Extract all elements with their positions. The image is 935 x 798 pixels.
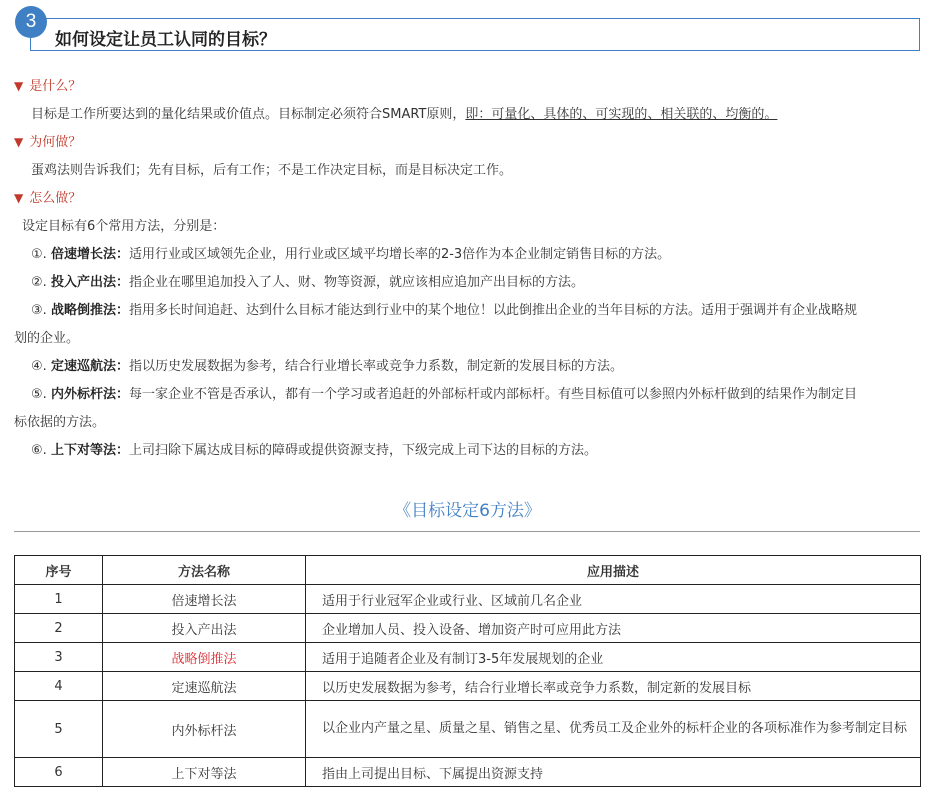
method-item: ③. 战略倒推法：指用多长时间追赶、达到什么目标才能达到行业中的某个地位！以此倒推出企业的当年目标的方法。适用于强调并有企业战略规 [31, 303, 857, 318]
method-item: ⑤. 内外标杆法：每一家企业不管是否承认，都有一个学习或者追赶的外部标杆或内部标杆。有些目标值可以参照内外标杆做到的结果作为制定目 [31, 387, 857, 402]
column-header: 方法名称 [103, 556, 306, 585]
table-header-row [15, 556, 921, 585]
row-number: 6 [15, 758, 103, 787]
column-header: 应用描述 [306, 556, 921, 585]
method-item: ④. 定速巡航法：指以历史发展数据为参考，结合行业增长率或竞争力系数，制定新的发展目标的方法。 [31, 359, 623, 374]
method-item-continued: 划的企业。 [14, 331, 80, 346]
method-item-continued: 标依据的方法。 [14, 415, 106, 430]
why-text: 蛋鸡法则告诉我们；先有目标，后有工作；不是工作决定目标，而是目标决定工作。 [31, 163, 513, 178]
method-description: 以历史发展数据为参考，结合行业增长率或竞争力系数，制定新的发展目标 [306, 672, 921, 701]
method-name: 上下对等法 [103, 758, 306, 787]
triangle-down-icon: ▼ [14, 79, 24, 93]
section-heading-what: ▼ 是什么？ [14, 79, 82, 94]
divider [14, 531, 920, 532]
row-number: 3 [15, 643, 103, 672]
method-name: 投入产出法 [103, 614, 306, 643]
table-row [15, 672, 921, 701]
section-number-badge: 3 [15, 6, 47, 38]
table-row [15, 643, 921, 672]
table-row [15, 614, 921, 643]
what-text: 目标是工作所要达到的量化结果或价值点。目标制定必须符合SMART原则，即：可量化、具体的、可实现的、相关联的、均衡的。 [31, 107, 778, 122]
triangle-down-icon: ▼ [14, 191, 24, 205]
method-name: 倍速增长法 [103, 585, 306, 614]
section-heading-how: ▼ 怎么做？ [14, 191, 82, 206]
method-item: ②. 投入产出法：指企业在哪里追加投入了人、财、物等资源，就应该相应追加产出目标的方法。 [31, 275, 584, 290]
method-name-highlighted: 战略倒推法 [103, 643, 306, 672]
method-description: 适用于行业冠军企业或行业、区域前几名企业 [306, 585, 921, 614]
table-caption: 《目标设定6方法》 [394, 501, 541, 521]
method-item: ①. 倍速增长法：适用行业或区域领先企业，用行业或区域平均增长率的2-3倍作为本企业制定销售目标的方法。 [31, 247, 671, 262]
method-name: 定速巡航法 [103, 672, 306, 701]
method-description: 以企业内产量之星、质量之星、销售之星、优秀员工及企业外的标杆企业的各项标准作为参考制定目标 [306, 701, 921, 758]
how-intro: 设定目标有6个常用方法，分别是： [22, 219, 226, 234]
triangle-down-icon: ▼ [14, 135, 24, 149]
row-number: 1 [15, 585, 103, 614]
method-item: ⑥. 上下对等法：上司扫除下属达成目标的障碍或提供资源支持，下级完成上司下达的目标的方法。 [31, 443, 597, 458]
section-heading-why: ▼ 为何做？ [14, 135, 82, 150]
method-description: 企业增加人员、投入设备、增加资产时可应用此方法 [306, 614, 921, 643]
row-number: 5 [15, 701, 103, 758]
table-row [15, 585, 921, 614]
method-name: 内外标杆法 [103, 701, 306, 758]
method-description: 指由上司提出目标、下属提出资源支持 [306, 758, 921, 787]
table-row [15, 758, 921, 787]
row-number: 2 [15, 614, 103, 643]
section-header [30, 18, 920, 51]
table-row [15, 701, 921, 758]
method-description: 适用于追随者企业及有制订3-5年发展规划的企业 [306, 643, 921, 672]
section-title: 如何设定让员工认同的目标？ [55, 30, 276, 50]
methods-table [14, 555, 921, 787]
row-number: 4 [15, 672, 103, 701]
column-header: 序号 [15, 556, 103, 585]
